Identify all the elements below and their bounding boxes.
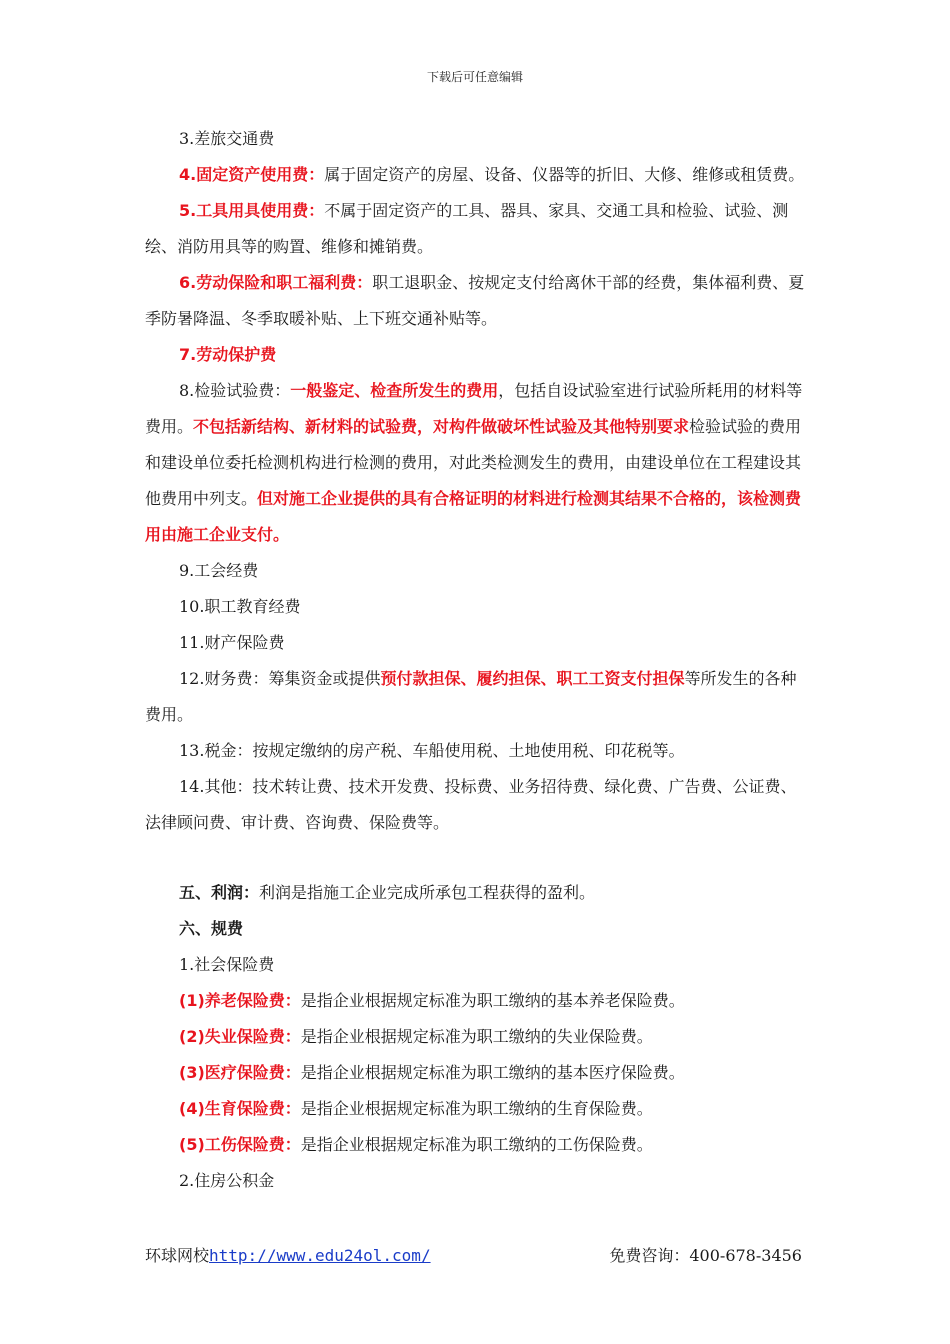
footer-url-link[interactable]: http://www.edu24ol.com/ <box>209 1246 431 1265</box>
footer-school: 环球网校 <box>145 1246 210 1265</box>
item-12-text-1: 12.财务费：筹集资金或提供 <box>179 669 381 688</box>
item-7 <box>145 337 805 373</box>
page-footer <box>145 1243 802 1266</box>
document-body <box>145 121 805 1199</box>
housing-fund-title: 2.住房公积金 <box>179 1171 275 1190</box>
section-6-heading: 六、规费 <box>179 919 244 938</box>
item-6-text: 职工退职金、按规定支付给离休干部的经费，集体福利费、夏季防暑降温、冬季取暖补贴、上下班交通补贴等。 <box>145 273 805 328</box>
insurance-item-5-text: 是指企业根据规定标准为职工缴纳的工伤保险费。 <box>300 1135 653 1154</box>
section-5-text: 利润是指施工企业完成所承包工程获得的盈利。 <box>259 883 596 902</box>
item-5-heading: 5.工具用具使用费： <box>179 201 325 220</box>
section-5 <box>145 875 805 911</box>
item-11: 11.财产保险费 <box>179 633 285 652</box>
footer-left <box>145 1243 431 1266</box>
item-4 <box>145 157 805 193</box>
insurance-item-2-text: 是指企业根据规定标准为职工缴纳的失业保险费。 <box>300 1027 653 1046</box>
insurance-item-1 <box>145 983 805 1019</box>
section-5-heading: 五、利润： <box>179 883 260 902</box>
item-14: 14.其他：技术转让费、技术开发费、投标费、业务招待费、绿化费、广告费、公证费、法律顾问费、审计费、咨询费、保险费等。 <box>145 777 797 832</box>
insurance-item-3-heading: (3)医疗保险费： <box>179 1063 301 1082</box>
item-6-heading: 6.劳动保险和职工福利费： <box>179 273 373 292</box>
insurance-item-3-text: 是指企业根据规定标准为职工缴纳的基本医疗保险费。 <box>300 1063 685 1082</box>
item-8-text-2: 检验试验的费用和建设单位委托检测机构进行检测的费用，对此类检测发生的费用，由建设单位在工程建设其他费用中列支。 <box>145 417 802 508</box>
item-12-text-2: 等所发生的各种费用。 <box>145 669 797 724</box>
insurance-item-1-heading: (1)养老保险费： <box>179 991 301 1010</box>
footer-contact: 免费咨询：400-678-3456 <box>609 1246 802 1265</box>
insurance-item-4-heading: (4)生育保险费： <box>179 1099 301 1118</box>
item-9: 9.工会经费 <box>179 561 259 580</box>
insurance-item-5 <box>145 1127 805 1163</box>
item-8-label: 8.检验试验费： <box>179 381 291 400</box>
item-6 <box>145 265 805 337</box>
item-8-highlight-3: 但对施工企业提供的具有合格证明的材料进行检测其结果不合格的，该检测费用由施工企业支付。 <box>145 489 802 544</box>
item-7-heading: 7.劳动保护费 <box>179 345 277 364</box>
item-3: 3.差旅交通费 <box>179 129 275 148</box>
insurance-item-1-text: 是指企业根据规定标准为职工缴纳的基本养老保险费。 <box>300 991 685 1010</box>
insurance-item-3 <box>145 1055 805 1091</box>
item-5-text: 不属于固定资产的工具、器具、家具、交通工具和检验、试验、测绘、消防用具等的购置、维修和摊销费。 <box>145 201 789 256</box>
item-13: 13.税金：按规定缴纳的房产税、车船使用税、土地使用税、印花税等。 <box>179 741 685 760</box>
insurance-item-4 <box>145 1091 805 1127</box>
social-insurance-title: 1.社会保险费 <box>179 955 275 974</box>
item-8-text-1: ，包括自设试验室进行试验所耗用的材料等费用。 <box>145 381 803 436</box>
item-5 <box>145 193 805 265</box>
insurance-item-2-heading: (2)失业保险费： <box>179 1027 301 1046</box>
item-12-highlight: 预付款担保、履约担保、职工工资支付担保 <box>380 669 685 688</box>
section-gap <box>145 841 805 875</box>
item-8-highlight-1: 一般鉴定、检查所发生的费用 <box>290 381 499 400</box>
page-header: 下载后可任意编辑 <box>426 70 523 84</box>
item-12 <box>145 661 805 733</box>
item-8 <box>145 373 805 553</box>
insurance-item-4-text: 是指企业根据规定标准为职工缴纳的生育保险费。 <box>300 1099 653 1118</box>
item-4-text: 属于固定资产的房屋、设备、仪器等的折旧、大修、维修或租赁费。 <box>324 165 805 184</box>
insurance-item-2 <box>145 1019 805 1055</box>
item-10: 10.职工教育经费 <box>179 597 301 616</box>
item-8-highlight-2: 不包括新结构、新材料的试验费，对构件做破坏性试验及其他特别要求 <box>193 417 690 436</box>
insurance-item-5-heading: (5)工伤保险费： <box>179 1135 301 1154</box>
item-4-heading: 4.固定资产使用费： <box>179 165 325 184</box>
